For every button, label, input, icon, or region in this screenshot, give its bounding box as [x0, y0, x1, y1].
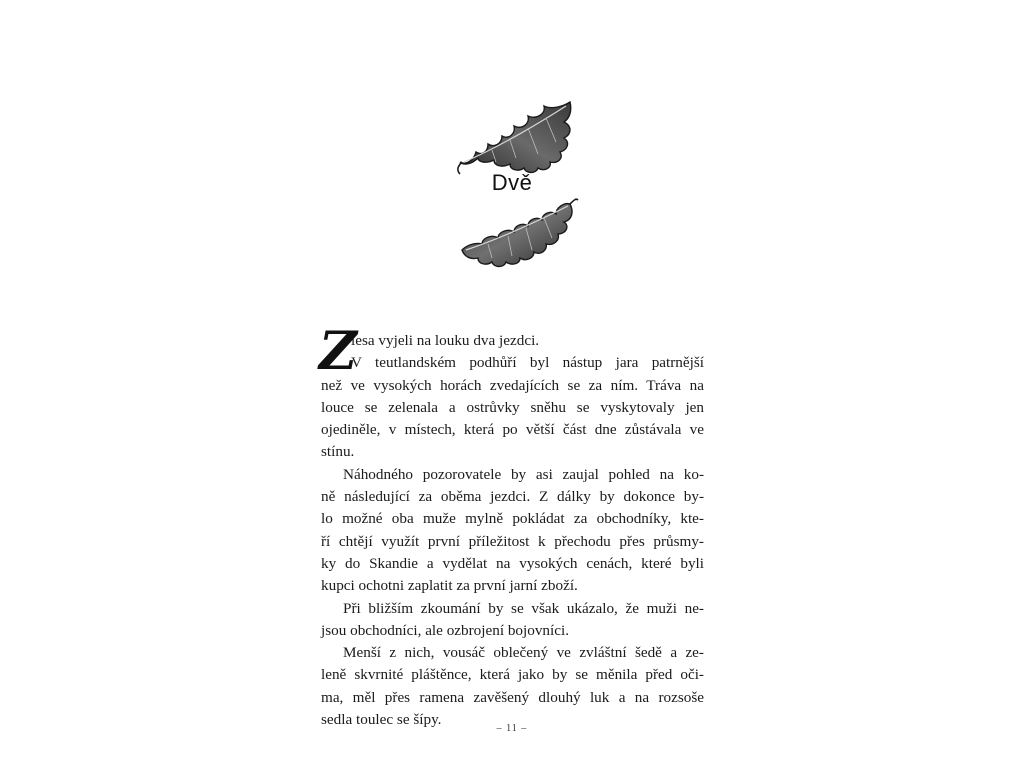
text-line: sedla toulec se šípy. — [321, 711, 442, 729]
text-line: ří chtějí využít první příležitost k přechodu přes průsmy- — [321, 532, 704, 550]
text-line: leně skvrnité pláštěnce, která jako by se měnila před oči- — [321, 666, 704, 684]
text-line: ma, měl přes ramena zavěšený dlouhý luk a na rozsoše — [321, 688, 704, 706]
text-line: jsou obchodníci, ale ozbrojení bojovníci. — [321, 621, 570, 639]
text-line: V teutlandském podhůří byl nástup jara patrnější — [351, 354, 704, 372]
text-line: Menší z nich, vousáč oblečený ve zvláštní šedě a ze- — [343, 644, 704, 662]
text-line: ně následující za oběma jezdci. Z dálky by dokonce by- — [321, 488, 704, 506]
text-line: lesa vyjeli na louku dva jezdci. — [351, 332, 540, 349]
text-line: než ve vysokých horách zvedajících se za ním. Tráva na — [321, 376, 704, 394]
text-line: Náhodného pozorovatele by asi zaujal pohled na ko- — [343, 465, 704, 483]
drop-cap: Z — [319, 321, 357, 382]
text-line: kupci ochotni zaplatit za první jarní zboží. — [321, 577, 578, 595]
chapter-title: Dvě — [491, 170, 533, 195]
text-line: ky do Skandie a vydělat na vysokých cenách, které byli — [321, 554, 704, 572]
oak-leaf-bottom-icon — [452, 198, 584, 268]
chapter-body — [319, 321, 704, 731]
oak-leaf-top-icon — [452, 100, 584, 176]
text-line: ojediněle, v místech, která po větší část dne zůstávala ve — [321, 421, 704, 439]
text-line: stínu. — [321, 443, 355, 461]
text-line: louce se zelenala a ostrůvky sněhu se vyskytovaly jen — [321, 398, 704, 416]
text-line: Při bližším zkoumání by se však ukázalo, že muži ne- — [343, 599, 704, 617]
page-number: – 11 – — [496, 723, 528, 734]
text-line: lo možné oba muže mylně pokládat za obchodníky, kte- — [321, 510, 704, 528]
